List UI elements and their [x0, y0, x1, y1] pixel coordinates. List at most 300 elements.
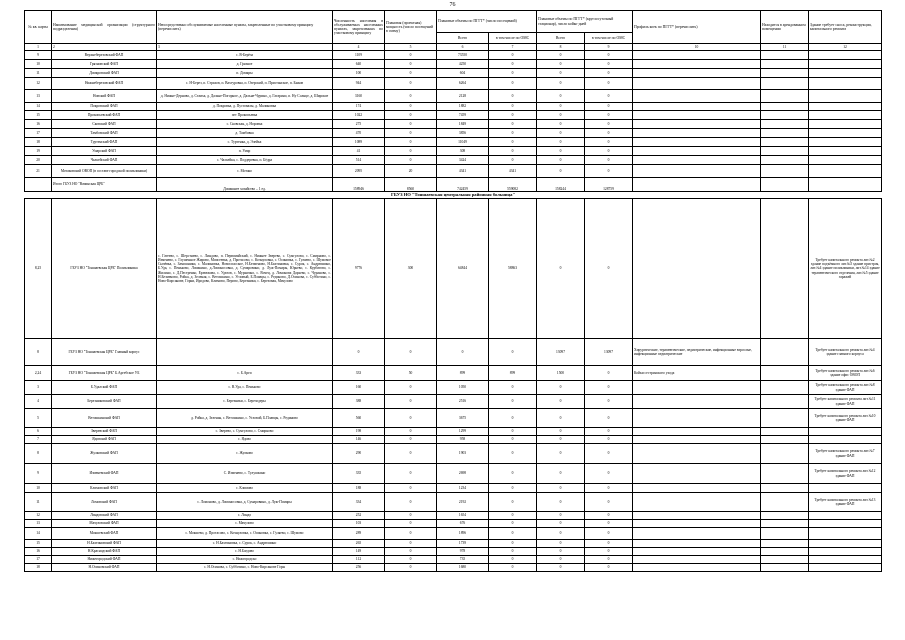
table-row	[25, 129, 882, 138]
total-row	[25, 178, 882, 192]
beds-oms-cell: 0	[585, 464, 633, 484]
capacity-cell: 0	[385, 540, 437, 548]
total-visits-oms: 559082	[489, 178, 537, 192]
rented-cell	[761, 138, 809, 147]
rented-cell	[761, 540, 809, 548]
table-row	[25, 395, 882, 409]
capacity-cell: 0	[385, 436, 437, 444]
organization-cell: Чалкейский ФАП	[52, 156, 157, 165]
rented-cell	[761, 444, 809, 464]
visits-oms-cell: 0	[489, 428, 537, 436]
header-rented: Находится в арендованном помещении	[761, 11, 809, 44]
settlements-cell: п. Домкры	[157, 69, 333, 78]
settlements-cell: с. Ядово	[157, 436, 333, 444]
population-cell: 1109	[333, 51, 385, 60]
card-number-cell: 16	[25, 120, 52, 129]
visits-total-cell: 2128	[437, 90, 489, 103]
repair-cell	[809, 78, 882, 90]
header-visits-plan: Плановые объемы по ПГГТ* (число посещений)	[437, 11, 537, 33]
organization-cell: Нижнеберезовский ФАП	[52, 78, 157, 90]
column-number: 2	[52, 44, 157, 51]
capacity-cell: 0	[385, 464, 437, 484]
rented-cell	[761, 484, 809, 493]
visits-total-cell: 0	[437, 339, 489, 366]
visits-total-cell: 1234	[437, 484, 489, 493]
organization-cell: Нижегородский ФАП	[52, 556, 157, 564]
population-cell: 1089	[333, 138, 385, 147]
rented-cell	[761, 111, 809, 120]
rented-cell	[761, 528, 809, 540]
column-number: 12	[809, 44, 882, 51]
header-beds-total: Всего	[537, 33, 585, 44]
rented-cell	[761, 78, 809, 90]
settlements-cell: д. Покровка, д. Пустовалы, д. Малиновка	[157, 103, 333, 111]
beds-total-cell: 0	[537, 493, 585, 512]
repair-cell	[809, 69, 882, 78]
capacity-cell: 20	[385, 165, 437, 178]
beds-total-cell: 0	[537, 556, 585, 564]
visits-total-cell: 1299	[437, 428, 489, 436]
settlements-cell: с. Климово	[157, 484, 333, 493]
settlements-cell: С. Изменево, с. Тулушкино	[157, 464, 333, 484]
repair-cell	[809, 428, 882, 436]
capacity-cell: 0	[385, 564, 437, 572]
rented-cell	[761, 493, 809, 512]
capacity-cell: 0	[385, 409, 437, 428]
rented-cell	[761, 156, 809, 165]
visits-oms-cell: 0	[489, 409, 537, 428]
visits-total-cell: 3856	[437, 129, 489, 138]
card-number-cell: 4	[25, 395, 52, 409]
capacity-cell: 0	[385, 444, 437, 464]
table-row	[25, 111, 882, 120]
beds-total-cell: 0	[537, 436, 585, 444]
repair-cell	[809, 147, 882, 156]
card-number-cell: 8	[25, 339, 52, 366]
rented-cell	[761, 395, 809, 409]
card-number-cell: 8,25	[25, 199, 52, 339]
beds-oms-cell: 0	[585, 129, 633, 138]
visits-total-cell: 958	[437, 436, 489, 444]
rented-cell	[761, 548, 809, 556]
visits-oms-cell: 0	[489, 540, 537, 548]
organization-cell: Ветошкинский ФАП	[52, 409, 157, 428]
organization-cell: Верхнеберезовский ФАП	[52, 51, 157, 60]
population-cell: 252	[333, 512, 385, 520]
organization-cell: Ядовский ФАП	[52, 436, 157, 444]
visits-oms-cell: 0	[489, 464, 537, 484]
capacity-cell: 0	[385, 548, 437, 556]
visits-oms-cell: 0	[489, 520, 537, 528]
repair-cell: Требует капитального ремонта лит.№12 здание ФАП	[809, 464, 882, 484]
table-row	[25, 520, 882, 528]
capacity-cell: 0	[385, 120, 437, 129]
card-number-cell: 14	[25, 528, 52, 540]
card-number-cell: 20	[25, 156, 52, 165]
population-cell: 1022	[333, 111, 385, 120]
beds-oms-cell: 0	[585, 548, 633, 556]
card-number-cell: 7	[25, 436, 52, 444]
bed-profile-cell	[633, 199, 761, 339]
repair-cell	[809, 528, 882, 540]
beds-oms-cell: 0	[585, 428, 633, 436]
organization-cell: Н.Осиновский ФАП	[52, 564, 157, 572]
visits-oms-cell: 0	[489, 564, 537, 572]
repair-cell: Требует капитального ремонта лит.№13 здание ФАП	[809, 493, 882, 512]
beds-oms-cell: 0	[585, 147, 633, 156]
beds-oms-cell: 0	[585, 436, 633, 444]
column-number: 10	[633, 44, 761, 51]
column-number: 11	[761, 44, 809, 51]
table-header	[25, 11, 882, 51]
card-number-cell: 5	[25, 409, 52, 428]
visits-total-cell: 3424	[437, 156, 489, 165]
header-beds-oms: в том числе по ОМС	[585, 33, 633, 44]
population-cell: 289	[333, 528, 385, 540]
capacity-cell: 0	[385, 60, 437, 69]
capacity-cell: 0	[385, 78, 437, 90]
repair-cell	[809, 564, 882, 572]
population-cell: 41	[333, 147, 385, 156]
rented-cell	[761, 60, 809, 69]
beds-oms-cell: 0	[585, 111, 633, 120]
population-cell: 0	[333, 339, 385, 366]
rented-cell	[761, 120, 809, 129]
total-beds-oms: 128759	[585, 178, 633, 192]
visits-oms-cell: 0	[489, 69, 537, 78]
beds-total-cell: 0	[537, 540, 585, 548]
organization-cell: ГБУЗ НО "Тоншаевская ЦРБ" Б.Аргебское УБ	[52, 366, 157, 381]
visits-oms-cell: 0	[489, 395, 537, 409]
organization-cell: Покровский ФАП	[52, 103, 157, 111]
beds-total-cell: 0	[537, 60, 585, 69]
organization-cell: Сковский ФАП	[52, 120, 157, 129]
organization-cell: Туртенский ФАП	[52, 138, 157, 147]
card-number-cell: 17	[25, 556, 52, 564]
visits-oms-cell: 0	[489, 51, 537, 60]
header-card-number: № кв. карты	[25, 11, 52, 44]
rented-cell	[761, 147, 809, 156]
beds-total-cell: 0	[537, 69, 585, 78]
capacity-cell: 0	[385, 556, 437, 564]
visits-oms-cell: 0	[489, 147, 537, 156]
beds-total-cell: 0	[537, 484, 585, 493]
visits-total-cell: 11049	[437, 138, 489, 147]
table-row	[25, 60, 882, 69]
beds-oms-cell: 0	[585, 199, 633, 339]
total-visits: 742459	[437, 178, 489, 192]
visits-oms-cell: 0	[489, 78, 537, 90]
visits-oms-cell: 0	[489, 484, 537, 493]
bed-profile-cell	[633, 493, 761, 512]
capacity-cell: 0	[385, 339, 437, 366]
visits-oms-cell: 0	[489, 103, 537, 111]
rented-cell	[761, 556, 809, 564]
population-cell: 560	[333, 409, 385, 428]
beds-oms-cell: 0	[585, 90, 633, 103]
visits-total-cell: 1903	[437, 444, 489, 464]
visits-oms-cell: 0	[489, 444, 537, 464]
capacity-cell: 0	[385, 528, 437, 540]
beds-oms-cell: 0	[585, 520, 633, 528]
settlements-cell: с. Гатеево, с. Шерстнево, с. Линдово, п. Первомайский, с. Нижнее Зверево, с. Сумгулово, с. Смирново, с. Изменево, с. Глушенное Жирово, Моисеевка, д. Протасово, с. Кочнуловка, с. Осиновка, с. Гуляево, с. Шумовое Сычёвка, с. Замошники, с. Малиновка, Новоспасское, Н.Безменово, Н.Бахтиновка, с. Сурок, с. Андрюшино, Б.Уда, с. Пеньково, Ломакино, д.Ломоносовка, д. Сумаровино, д. Луж-Помары, Юрьево, с. Курбатово, с. Жилино, с. Д.Пестренко, Ерзвежова, с. Уделов, с. Мурыгино, с. Вочец, д. Ломонова Дарьево, с. Чураново, с. Н.Безменово, Ройка, д. Зеленая, с. Ветошкино, с. Угловый, Б.Плавцы, с. Рединово, Д.Осинова, с. Субботино, с. Ново-Кирсанове, Горки, Иродово, Климово, Перово, Березники, с. Березовая, Мачулово	[157, 199, 333, 339]
beds-total-cell: 0	[537, 103, 585, 111]
table-row	[25, 564, 882, 572]
beds-total-cell: 0	[537, 78, 585, 90]
repair-cell	[809, 60, 882, 69]
rented-cell	[761, 428, 809, 436]
population-cell: 514	[333, 156, 385, 165]
beds-oms-cell: 0	[585, 528, 633, 540]
capacity-cell: 0	[385, 493, 437, 512]
visits-oms-cell: 58863	[489, 199, 537, 339]
table-row	[25, 493, 882, 512]
header-bed-profile: Профиль коек по ПГГТ* (перечислить)	[633, 11, 761, 44]
column-number: 8	[537, 44, 585, 51]
visits-total-cell: 3675	[437, 409, 489, 428]
bed-profile-cell	[633, 103, 761, 111]
visits-oms-cell: 0	[489, 111, 537, 120]
table-row	[25, 444, 882, 464]
organization-cell: Зверевский ФАП	[52, 428, 157, 436]
table-row	[25, 339, 882, 366]
visits-oms-cell: 899	[489, 366, 537, 381]
settlements-cell: с. Линдо	[157, 512, 333, 520]
table-row	[25, 512, 882, 520]
card-number-cell: 14	[25, 103, 52, 111]
table-row	[25, 484, 882, 493]
visits-total-cell: 64844	[437, 199, 489, 339]
total-capacity: 8560	[385, 178, 437, 192]
visits-total-cell: 2192	[437, 493, 489, 512]
total-population: 158946	[333, 178, 385, 192]
beds-total-cell: 0	[537, 395, 585, 409]
beds-oms-cell: 13097	[585, 339, 633, 366]
card-number-cell: 17	[25, 129, 52, 138]
column-number: 9	[585, 44, 633, 51]
visits-total-cell: 308	[437, 147, 489, 156]
population-cell: 174	[333, 103, 385, 111]
visits-total-cell: 978	[437, 548, 489, 556]
bed-profile-cell	[633, 129, 761, 138]
capacity-cell: 0	[385, 156, 437, 165]
population-cell: 275	[333, 120, 385, 129]
beds-total-cell: 0	[537, 120, 585, 129]
organization-cell: Умарский ФАП	[52, 147, 157, 156]
rented-cell	[761, 69, 809, 78]
settlements-cell: с. Туртенка, д. Элейка	[157, 138, 333, 147]
visits-total-cell: 604	[437, 69, 489, 78]
header-settlements: Непосредственно обслуживаемые населенные пункты, закрепленные по участковому принципу (перечислить)	[157, 11, 333, 44]
header-repair: Здание требует сноса, реконструкции, капитального ремонта	[809, 11, 882, 44]
card-number-cell: 12	[25, 512, 52, 520]
bed-profile-cell	[633, 138, 761, 147]
settlements-cell: с. Ломоново, д. Ломоносовка, д. Сумаровино, д. Луж-Помары	[157, 493, 333, 512]
beds-oms-cell: 0	[585, 444, 633, 464]
header-capacity: Плановая (проектная) мощность (число посещений в смену)	[385, 11, 437, 44]
organization-cell: Б.Удалский ФАП	[52, 381, 157, 395]
capacity-cell: 0	[385, 69, 437, 78]
visits-total-cell: 1050	[437, 381, 489, 395]
card-number-cell: 18	[25, 138, 52, 147]
repair-cell	[809, 165, 882, 178]
table-total	[25, 178, 882, 199]
settlements-cell: с. Н.Багдово	[157, 548, 333, 556]
beds-total-cell: 0	[537, 165, 585, 178]
beds-total-cell: 0	[537, 147, 585, 156]
beds-oms-cell: 0	[585, 69, 633, 78]
bed-profile-cell	[633, 395, 761, 409]
visits-oms-cell: 0	[489, 548, 537, 556]
visits-oms-cell: 0	[489, 493, 537, 512]
organization-cell: Березниковский ФАП	[52, 395, 157, 409]
settlements-cell: с. Нижгородско	[157, 556, 333, 564]
table-row	[25, 366, 882, 381]
visits-total-cell: 4341	[437, 165, 489, 178]
rented-cell	[761, 165, 809, 178]
repair-cell	[809, 548, 882, 556]
repair-cell	[809, 103, 882, 111]
population-cell: 100	[333, 69, 385, 78]
total-beds: 158244	[537, 178, 585, 192]
card-number-cell: 9	[25, 51, 52, 60]
settlements-cell: д. Нижне-Дерново, д. Стаиха, д. Дальне-Погорное, д. Дальне-Чурино, д. Гагарино, п. Ну Солнце, д. Широкое	[157, 90, 333, 103]
card-number-cell: 13	[25, 90, 52, 103]
organization-cell: Мокшевский ФАП	[52, 528, 157, 540]
population-cell: 160	[333, 381, 385, 395]
card-number-cell: 8	[25, 444, 52, 464]
section-heading-row	[25, 192, 882, 199]
header-organization: Наименование медицинской организации (структурного подразделения)	[52, 11, 157, 44]
table-row	[25, 464, 882, 484]
header-bed-days-plan: Плановые объемы по ПГГТ* (круглосуточный стационар), число койко-дней	[537, 11, 633, 33]
visits-total-cell: 1896	[437, 528, 489, 540]
repair-cell: Требует капитального ремонта лит.№8 здание ФАП	[809, 381, 882, 395]
visits-total-cell: 7459	[437, 111, 489, 120]
table-row	[25, 540, 882, 548]
repair-cell: Требует капитального ремонта лит.№11 здание ФАП	[809, 395, 882, 409]
organization-cell: Изменевский ФАП	[52, 464, 157, 484]
beds-oms-cell: 0	[585, 120, 633, 129]
visits-oms-cell: 0	[489, 120, 537, 129]
settlements-cell: с. Н.Бахтиновка, с. Сурок, с. Андрюшино	[157, 540, 333, 548]
card-number-cell: 10	[25, 484, 52, 493]
visits-oms-cell: 0	[489, 138, 537, 147]
column-number: 4	[333, 44, 385, 51]
table-body-tonshaevskaya	[25, 199, 882, 572]
bed-profile-cell	[633, 444, 761, 464]
bed-profile-cell	[633, 540, 761, 548]
bed-profile-cell	[633, 464, 761, 484]
beds-oms-cell: 0	[585, 165, 633, 178]
bed-profile-cell	[633, 556, 761, 564]
rented-cell	[761, 520, 809, 528]
facilities-table	[24, 10, 882, 572]
visits-total-cell: 2516	[437, 395, 489, 409]
population-cell: 470	[333, 129, 385, 138]
population-cell: 9776	[333, 199, 385, 339]
settlements-cell: д. Ройка, д. Зеленая, с. Ветошкино, с. Угловой, Б.Плавцы, с. Рединово	[157, 409, 333, 428]
table-row	[25, 103, 882, 111]
bed-profile-cell	[633, 520, 761, 528]
bed-profile-cell	[633, 147, 761, 156]
beds-oms-cell: 0	[585, 103, 633, 111]
settlements-cell: с. Жулково	[157, 444, 333, 464]
card-number-cell: 6	[25, 428, 52, 436]
settlements-cell: с. Б.Арги	[157, 366, 333, 381]
bed-profile-cell	[633, 484, 761, 493]
visits-oms-cell: 0	[489, 90, 537, 103]
organization-cell: Прокопьевский ФАП	[52, 111, 157, 120]
settlements-cell: с. Березники, с. Березодеры	[157, 395, 333, 409]
repair-cell: Требует капитального ремонта лит.№2 здание подъёмного лит.№5 здание пристроя, лит.№4 здание поликлиники, лит.№14 здание терапевтического отделения, лит.№5 здание гаражей	[809, 199, 882, 339]
organization-cell: Мачуловский ФАП	[52, 520, 157, 528]
total-area: Домашнее хозяйство – 1 ед.	[157, 178, 333, 192]
table-row	[25, 165, 882, 178]
beds-total-cell: 0	[537, 564, 585, 572]
header-visits-total: Всего	[437, 33, 489, 44]
rented-cell	[761, 339, 809, 366]
table-row	[25, 556, 882, 564]
beds-oms-cell: 0	[585, 540, 633, 548]
table-row	[25, 436, 882, 444]
capacity-cell: 0	[385, 90, 437, 103]
rented-cell	[761, 90, 809, 103]
card-number-cell: 11	[25, 493, 52, 512]
visits-total-cell: 6264	[437, 78, 489, 90]
visits-total-cell: 1739	[437, 540, 489, 548]
beds-oms-cell: 0	[585, 60, 633, 69]
beds-oms-cell: 0	[585, 556, 633, 564]
card-number-cell: 12	[25, 78, 52, 90]
header-visits-oms: в том числе по ОМС	[489, 33, 537, 44]
bed-profile-cell	[633, 428, 761, 436]
visits-oms-cell: 0	[489, 156, 537, 165]
bed-profile-cell	[633, 381, 761, 395]
visits-total-cell: 1849	[437, 120, 489, 129]
beds-oms-cell: 0	[585, 493, 633, 512]
repair-cell	[809, 512, 882, 520]
card-number-cell: 15	[25, 111, 52, 120]
bed-profile-cell	[633, 156, 761, 165]
table-row	[25, 147, 882, 156]
visits-oms-cell: 0	[489, 60, 537, 69]
bed-profile-cell	[633, 409, 761, 428]
beds-oms-cell: 0	[585, 395, 633, 409]
card-number-cell: 21	[25, 165, 52, 178]
beds-total-cell: 0	[537, 548, 585, 556]
visits-total-cell: 676	[437, 520, 489, 528]
settlements-cell: д. Грязное	[157, 60, 333, 69]
beds-oms-cell: 0	[585, 156, 633, 165]
beds-oms-cell: 0	[585, 409, 633, 428]
bed-profile-cell	[633, 436, 761, 444]
beds-total-cell: 0	[537, 444, 585, 464]
column-number: 3	[157, 44, 333, 51]
card-number-cell: 9	[25, 464, 52, 484]
population-cell: 3160	[333, 90, 385, 103]
organization-cell: Домкровский ФАП	[52, 69, 157, 78]
repair-cell	[809, 90, 882, 103]
visits-total-cell: 4250	[437, 60, 489, 69]
repair-cell	[809, 156, 882, 165]
beds-total-cell: 0	[537, 156, 585, 165]
settlements-cell: с. Мачулово	[157, 520, 333, 528]
settlements-cell: с. Чалкейка, с. Поддеревка, п. Бёдра	[157, 156, 333, 165]
rented-cell	[761, 103, 809, 111]
organization-cell: Жулковский ФАП	[52, 444, 157, 464]
capacity-cell: 0	[385, 129, 437, 138]
